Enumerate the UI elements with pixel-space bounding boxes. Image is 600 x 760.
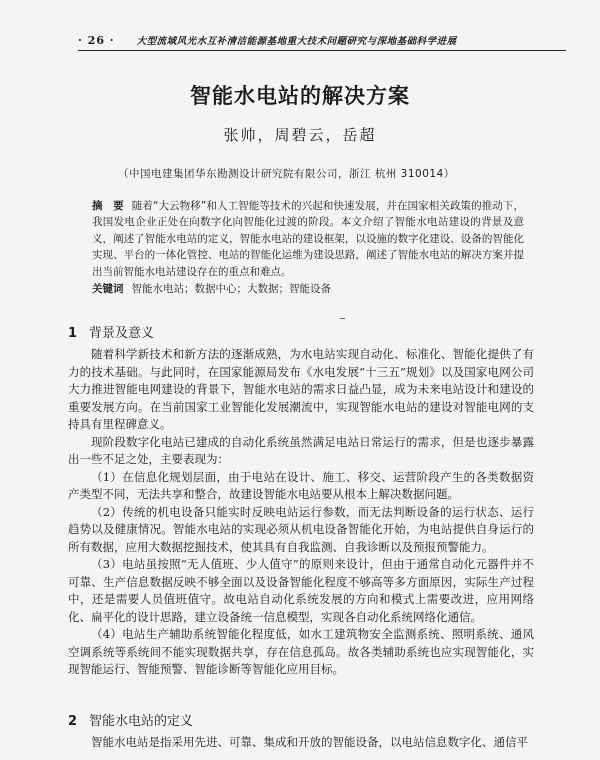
section-title: 智能水电站的定义: [89, 714, 194, 729]
abstract-label: 摘 要: [92, 200, 124, 212]
paragraph: 智能水电站是指采用先进、可靠、集成和开放的智能设备，以电站信息数字化、通信平: [91, 735, 528, 749]
section-title: 背景及意义: [89, 326, 155, 341]
article-title: 智能水电站的解决方案: [190, 83, 410, 108]
paragraph: 随着科学新技术和新方法的逐渐成熟，为水电站实现自动化、标准化、智能化提供了有力的技术基础。与此同时，在国家能源局发布《水电发展“十三五”规划》以及国家电网公司大力推进智能电网建设的背景下，智能水电站的需求日益凸显，成为未来电站设计和建设的重要发展方向。在当前国家工业智能化发展潮流中，实现智能水电站的建设对智能电网的支持具有里程碑意义。: [68, 347, 534, 431]
abstract-text: 随着“大云物移”和人工智能等技术的兴起和快速发展，并在国家相关政策的推动下，我国发电企业正处在向数字化向智能化过渡的阶段。本文介绍了智能水电站建设的背景及意义，阐述了智能水电站的定义，智能水电站的建设框架，以设施的数字化建设、设备的智能化实现、平台的一体化管控、电站的智能化运维为建设思路，阐述了智能水电站的解决方案并提出当前智能水电站建设存在的重点和难点。: [92, 200, 524, 278]
abstract: [92, 198, 524, 280]
keywords-text: 智能水电站；数据中心；大数据；智能设备: [131, 283, 331, 295]
paragraph: （4）电站生产辅助系统智能化程度低，如水工建筑物安全监测系统、照明系统、通风空调系统等系统间不能实现数据共享，存在信息孤岛。故各类辅助系统也应实现智能化，实现智能运行、智能预警、智能诊断等智能化应用目标。: [68, 627, 534, 676]
section-1-body: [68, 346, 534, 679]
section-heading-2: [68, 710, 193, 729]
paragraph: （3）电站虽按照“无人值班、少人值守”的原则来设计，但由于通常自动化元器件并不可靠、生产信息数据反映不够全面以及设备智能化程度不够高等多方面原因，实际生产过程中，还是需要人员值班值守。故电站自动化系统发展的方向和模式上需要改进，应用网络化、扁平化的设计思路，建立设备统一信息模型，实现各自动化系统网络化通信。: [68, 557, 534, 624]
keywords: [92, 281, 524, 296]
paragraph: 现阶段数字化电站已建成的自动化系统虽然满足电站日常运行的需求，但是也逐步暴露出一些不足之处，主要表现为：: [68, 434, 534, 466]
header-rule: [78, 50, 566, 51]
affiliation: （中国电建集团华东勘测设计研究院有限公司，浙江 杭州 310014）: [118, 168, 455, 180]
paragraph: （1）在信息化规划层面，由于电站在设计、施工、移交、运营阶段产生的各类数据资产类型不同，无法共享和整合，故建设智能水电站要从根本上解决数据问题。: [68, 469, 534, 501]
running-header-title: 大型流域风光水互补清洁能源基地重大技术问题研究与深地基础科学进展: [136, 36, 457, 47]
section-number: 1: [68, 326, 78, 341]
paragraph: （2）传统的机电设备只能实时反映电站运行参数，而无法判断设备的运行状态、运行趋势以及健康情况。智能水电站的实现必须从机电设备智能化开始，为电站提供自身运行的所有数据，应用大数据挖掘技术，使其具有自我监测、自我诊断以及预报预警能力。: [68, 504, 534, 554]
section-number: 2: [68, 714, 78, 729]
page-number: · 26 ·: [78, 34, 115, 47]
section-2-body: [68, 734, 534, 752]
keywords-label: 关键词: [92, 283, 124, 295]
running-header: [78, 33, 566, 47]
section-heading-1: [68, 322, 154, 341]
authors: 张帅，周碧云，岳超: [223, 126, 377, 144]
stray-mark: [340, 318, 345, 319]
